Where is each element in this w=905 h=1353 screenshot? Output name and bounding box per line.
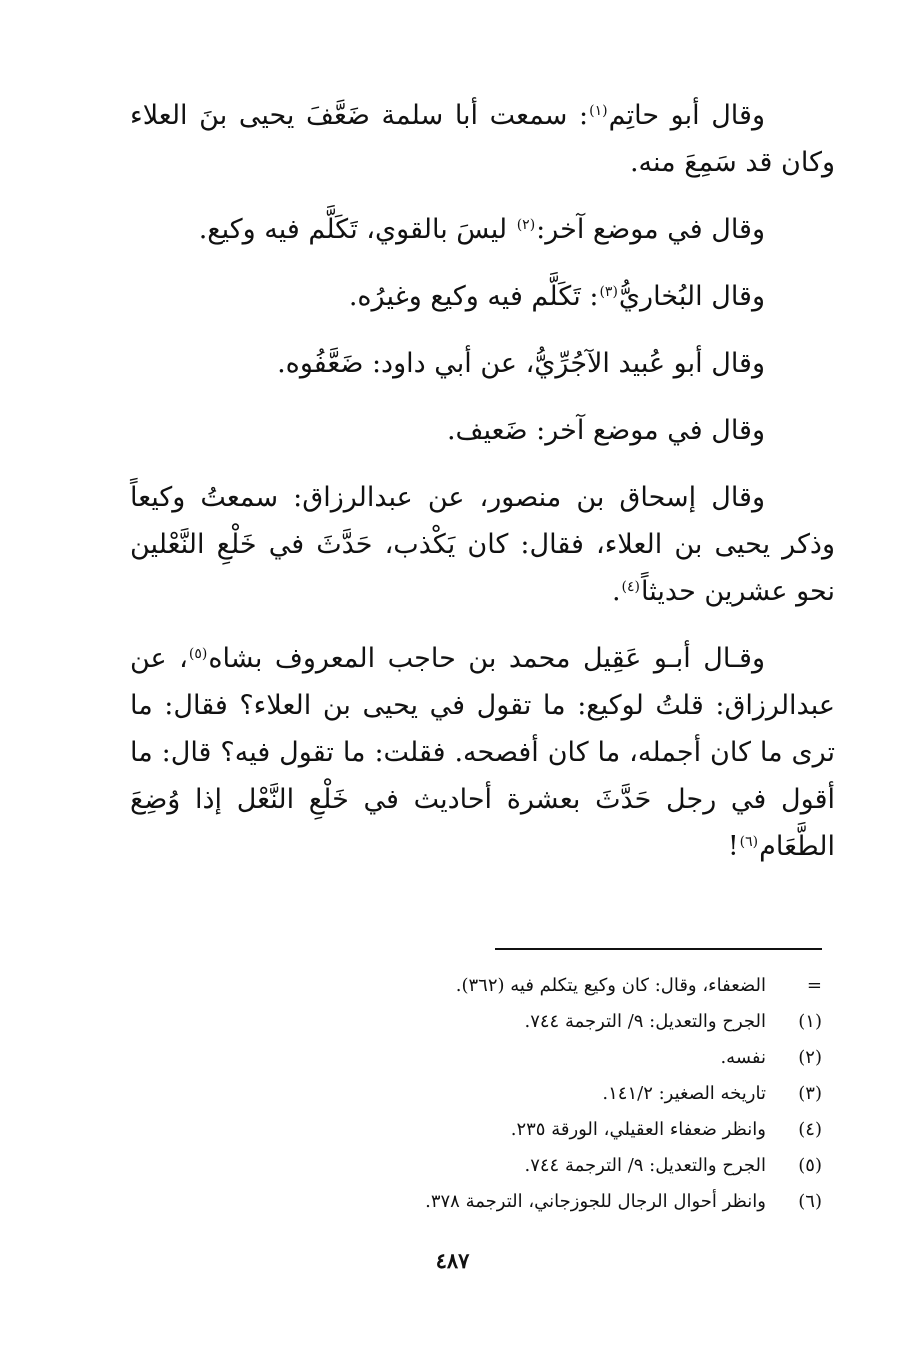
footnote-number: (٢) bbox=[798, 1047, 822, 1068]
footnote-text: وانظر ضعفاء العقيلي، الورقة ٢٣٥. bbox=[510, 1119, 766, 1140]
paragraph bbox=[130, 407, 835, 454]
footnote-marker[interactable]: (١) bbox=[589, 103, 608, 119]
paragraph-text: وقال أبو عُبيد الآجُرِّيُّ، عن أبي داود: ضَعَّفُوه. bbox=[277, 348, 765, 379]
footnote-number: (١) bbox=[798, 1011, 822, 1032]
paragraph-text: وقال البُخاريُّ bbox=[618, 281, 765, 312]
footnote-item bbox=[200, 1186, 822, 1218]
footnote-text: الضعفاء، وقال: كان وكيع يتكلم فيه (٣٦٢). bbox=[455, 975, 766, 996]
page-number: ٤٨٧ bbox=[435, 1248, 470, 1273]
footnote-item bbox=[200, 970, 822, 1002]
paragraph-text: وقال في موضع آخر: bbox=[536, 214, 765, 245]
footnote-text: نفسه. bbox=[720, 1047, 766, 1068]
footnote-marker[interactable]: (٢) bbox=[516, 217, 536, 233]
paragraph-text: ! bbox=[727, 831, 739, 862]
footnote-item bbox=[200, 1150, 822, 1182]
paragraph-text: وقال إسحاق بن منصور، عن عبدالرزاق: سمعتُ وكيعاً وذكر يحيى بن العلاء، فقال: كان يَكْذب، حَدَّثَ في خَلْعِ النَّعْلين نحو عشرين حديثاً bbox=[130, 482, 835, 607]
footnote-number: (٣) bbox=[798, 1083, 822, 1104]
footnote-marker[interactable]: (٣) bbox=[599, 284, 618, 300]
footnote-marker[interactable]: (٦) bbox=[739, 834, 759, 850]
paragraph bbox=[130, 340, 835, 387]
paragraph-text: ، عن عبدالرزاق: قلتُ لوكيع: ما تقول في يحيى بن العلاء؟ فقال: ما ترى ما كان أجمله، ما كان أفصحه. فقلت: ما تقول فيه؟ قال: ما أقول في رجل حَدَّثَ بعشرة أحاديث في خَلْعِ النَّعْل إذا وُضِعَ الطَّعَام bbox=[130, 643, 835, 862]
paragraph-text: وقال في موضع آخر: ضَعيف. bbox=[446, 415, 765, 446]
paragraph bbox=[130, 92, 835, 186]
main-text bbox=[130, 92, 835, 890]
footnote-text: تاريخه الصغير: ١٤١/٢. bbox=[602, 1083, 766, 1104]
footnote-item bbox=[200, 1078, 822, 1110]
paragraph bbox=[130, 273, 835, 320]
paragraph-text: ليسَ بالقوي، تَكَلَّم فيه وكيع. bbox=[198, 214, 516, 245]
footnote-item bbox=[200, 1114, 822, 1146]
paragraph-text: وقـال أبـو عَقِيل محمد بن حاجب المعروف بشاه bbox=[208, 643, 765, 674]
footnotes bbox=[200, 970, 822, 1222]
paragraph bbox=[130, 206, 835, 253]
footnote-text: الجرح والتعديل: ٩/ الترجمة ٧٤٤. bbox=[524, 1011, 766, 1032]
footnote-number: (٤) bbox=[798, 1119, 822, 1140]
footnote-marker[interactable]: (٤) bbox=[621, 579, 641, 595]
paragraph bbox=[130, 635, 835, 870]
paragraph-text: وقال أبو حاتِم bbox=[608, 100, 765, 131]
footnote-number: (٥) bbox=[798, 1155, 822, 1176]
footnote-number: (٦) bbox=[798, 1191, 822, 1212]
paragraph-text: : تَكَلَّم فيه وكيع وغيرُه. bbox=[348, 281, 599, 312]
paragraph-text: . bbox=[611, 576, 621, 607]
footnote-text: الجرح والتعديل: ٩/ الترجمة ٧٤٤. bbox=[524, 1155, 766, 1176]
footnote-marker[interactable]: (٥) bbox=[188, 646, 208, 662]
paragraph-text: : سمعت أبا سلمة ضَعَّفَ يحيى بنَ العلاء وكان قد سَمِعَ منه. bbox=[130, 100, 835, 178]
footnote-separator bbox=[495, 948, 822, 950]
paragraph bbox=[130, 474, 835, 615]
footnote-text: وانظر أحوال الرجال للجوزجاني، الترجمة ٣٧٨. bbox=[425, 1191, 766, 1212]
footnote-number: = bbox=[806, 975, 822, 996]
footnote-item bbox=[200, 1042, 822, 1074]
footnote-item bbox=[200, 1006, 822, 1038]
